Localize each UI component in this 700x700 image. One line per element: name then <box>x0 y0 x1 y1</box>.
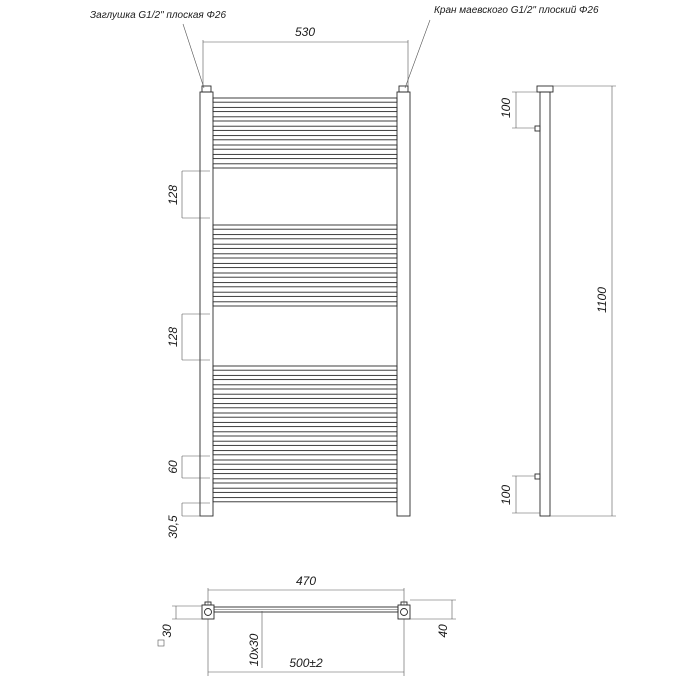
dim-100-top-label: 100 <box>499 97 513 119</box>
top-view <box>158 574 456 676</box>
side-view <box>499 86 616 516</box>
horizontal-bar-24 <box>213 422 397 426</box>
horizontal-bar-16 <box>213 292 397 296</box>
horizontal-bar-25 <box>213 432 397 436</box>
side-collector-tube <box>540 92 550 516</box>
side-top-mount <box>535 126 540 131</box>
horizontal-bar-19 <box>213 375 397 379</box>
dim-128b-label: 128 <box>166 326 180 348</box>
callout-left-label: Заглушка G1/2" плоская Φ26 <box>90 10 227 21</box>
dim-128a-label: 128 <box>166 184 180 206</box>
horizontal-bar-26 <box>213 441 397 445</box>
horizontal-bar-11 <box>213 244 397 248</box>
dim-40-label: 40 <box>436 624 450 638</box>
callout-right-leader <box>405 20 430 88</box>
horizontal-bar-8 <box>213 164 397 168</box>
horizontal-bar-22 <box>213 404 397 408</box>
dim-30-label: 30 <box>160 624 174 638</box>
horizontal-bar-29 <box>213 469 397 473</box>
horizontal-bar-27 <box>213 451 397 455</box>
horizontal-bar-10 <box>213 235 397 239</box>
horizontal-bar-7 <box>213 154 397 158</box>
horizontal-bar-13 <box>213 263 397 267</box>
horizontal-bar-3 <box>213 117 397 121</box>
dim-500-label: 500±2 <box>289 656 323 670</box>
horizontal-bar-31 <box>213 488 397 492</box>
dim-1100-label: 1100 <box>595 287 609 313</box>
side-top-cap <box>537 86 553 92</box>
dim-305-label: 30,5 <box>166 515 180 539</box>
top-left-tube-hole <box>205 609 212 616</box>
horizontal-bar-17 <box>213 302 397 306</box>
front-view <box>90 5 599 539</box>
horizontal-bar-12 <box>213 254 397 258</box>
right-air-valve <box>399 86 408 92</box>
horizontal-bar-9 <box>213 225 397 229</box>
horizontal-bar-5 <box>213 136 397 140</box>
horizontal-bar-6 <box>213 145 397 149</box>
horizontal-bar-23 <box>213 413 397 417</box>
side-bottom-mount <box>535 474 540 479</box>
horizontal-bar-32 <box>213 498 397 502</box>
right-collector-tube <box>397 92 410 516</box>
left-collector-tube <box>200 92 213 516</box>
horizontal-bar-15 <box>213 283 397 287</box>
horizontal-bar-21 <box>213 394 397 398</box>
horizontal-bar-28 <box>213 460 397 464</box>
top-left-tube <box>202 605 214 619</box>
square-profile-symbol <box>158 640 164 646</box>
dim-100-bottom-label: 100 <box>499 484 513 506</box>
horizontal-bars <box>213 98 397 502</box>
horizontal-bar-1 <box>213 98 397 102</box>
dim-530-label: 530 <box>294 25 316 39</box>
horizontal-bar-18 <box>213 366 397 370</box>
horizontal-bar-14 <box>213 273 397 277</box>
horizontal-bar-4 <box>213 126 397 130</box>
horizontal-bar-2 <box>213 107 397 111</box>
top-right-tube <box>398 605 410 619</box>
dim-10x30-label: 10x30 <box>247 633 261 667</box>
callout-right-label: Кран маевского G1/2" плоский Φ26 <box>434 5 599 16</box>
horizontal-bar-30 <box>213 479 397 483</box>
dim-60-label: 60 <box>166 460 180 474</box>
top-right-tube-hole <box>401 609 408 616</box>
horizontal-bar-20 <box>213 385 397 389</box>
dim-470-label: 470 <box>295 574 317 588</box>
callout-left-leader <box>183 24 204 88</box>
